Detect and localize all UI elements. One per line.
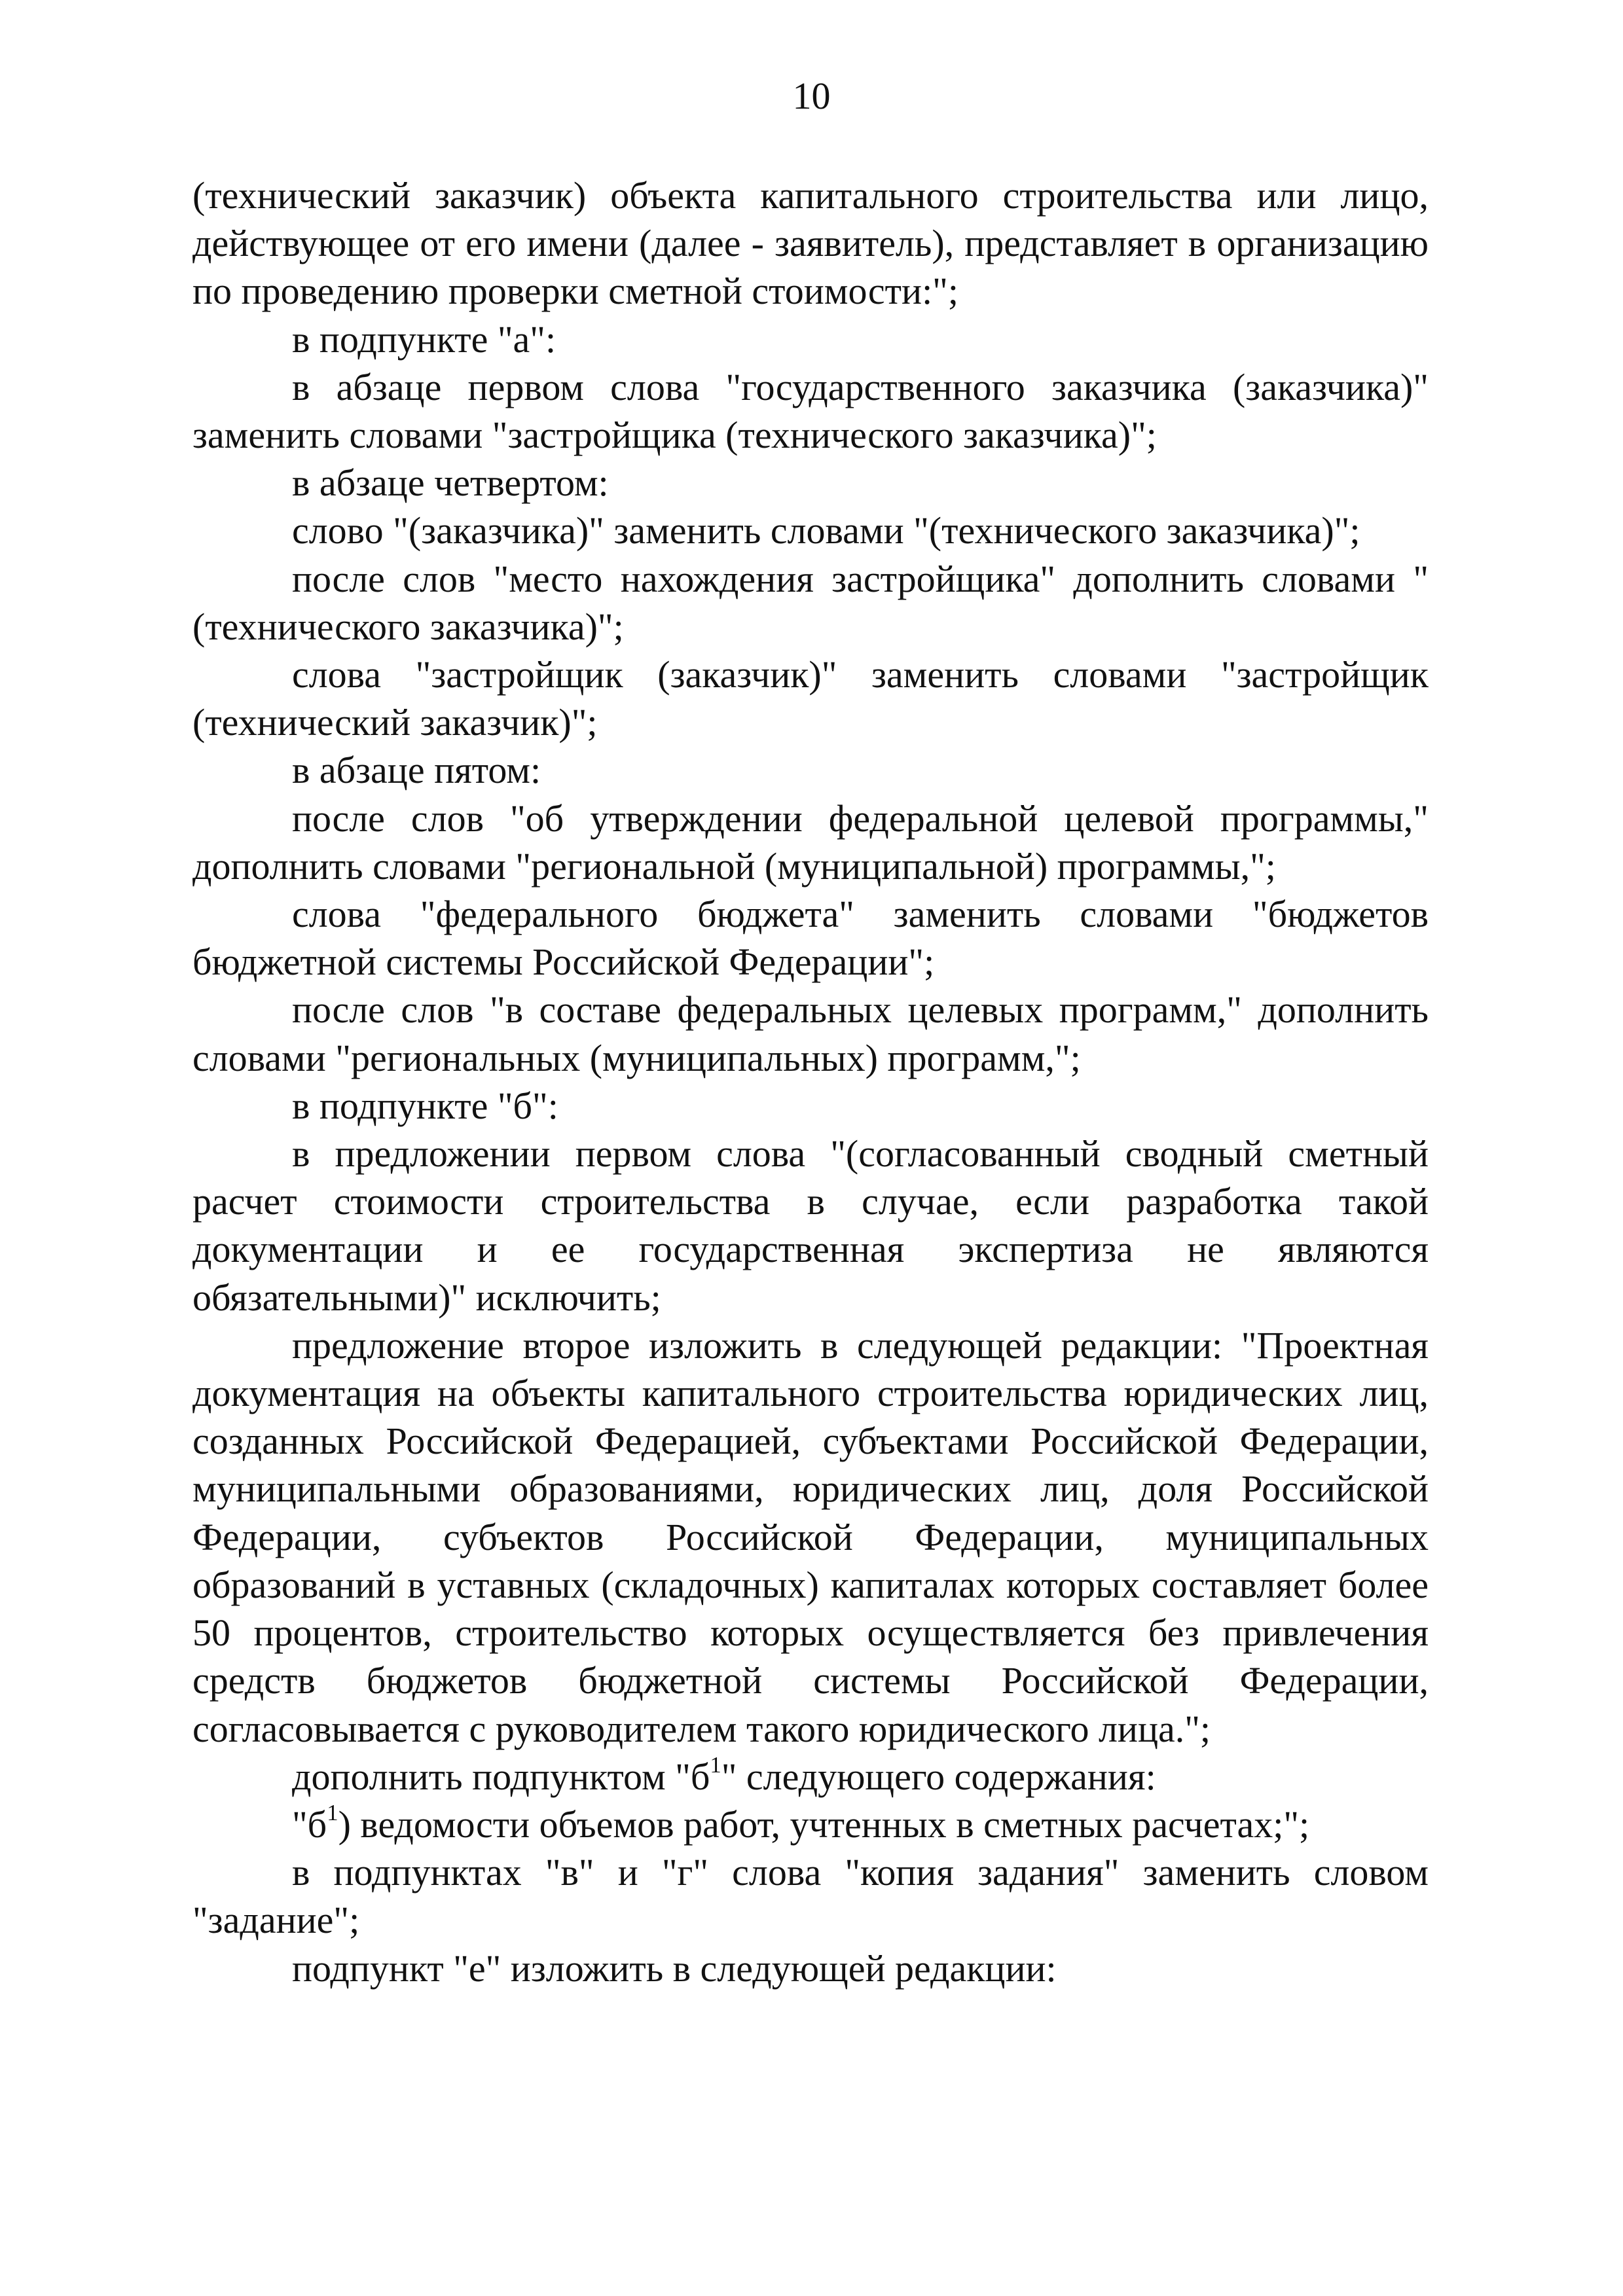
paragraph: в подпункте "а":: [292, 317, 556, 361]
paragraph: в предложении первом слова "(согласованный сводный сметный расчет стоимости строительства в случае, если разработка такой документации и ее государственная экспертиза не являются обязательными)" исключить;: [192, 1132, 1429, 1319]
superscript: 1: [327, 1800, 338, 1826]
paragraph: в абзаце четвертом:: [292, 461, 609, 505]
paragraph: (технический заказчик) объекта капитального строительства или лицо, действующее от его имени (далее - заявитель), представляет в организацию по проведению проверки сметной стоимости:";: [192, 174, 1429, 313]
paragraph: слова "федерального бюджета" заменить словами "бюджетов бюджетной системы Российской Федерации";: [192, 893, 1429, 984]
paragraph: в абзаце первом слова "государственного заказчика (заказчика)" заменить словами "застройщика (технического заказчика)";: [192, 365, 1429, 457]
page-number: 10: [792, 75, 831, 117]
paragraph-text: "б: [292, 1803, 327, 1846]
paragraph: в подпункте "б":: [292, 1084, 558, 1127]
paragraph-text: " следующего содержания:: [721, 1755, 1156, 1798]
paragraph-text: ) ведомости объемов работ, учтенных в сметных расчетах;";: [338, 1803, 1310, 1846]
paragraph: после слов "об утверждении федеральной целевой программы," дополнить словами "региональной (муниципальной) программы,";: [192, 797, 1429, 888]
paragraph: после слов "место нахождения застройщика" дополнить словами "(технического заказчика)";: [192, 557, 1429, 648]
paragraph-text: дополнить подпунктом "б: [292, 1755, 710, 1798]
document-body: [192, 171, 1429, 1992]
paragraph: предложение второе изложить в следующей редакции: "Проектная документация на объекты капитального строительства юридических лиц, созданных Российской Федерацией, субъектами Российской Федерации, муниципальными образованиями, юридических лиц, доля Российской Федерации, субъектов Российской Федерации, муниципальных образований в уставных (складочных) капиталах которых составляет более 50 процентов, строительство которых осуществляется без привлечения средств бюджетов бюджетной системы Российской Федерации, согласовывается с руководителем такого юридического лица.";: [192, 1323, 1429, 1750]
paragraph: в абзаце пятом:: [292, 749, 541, 792]
paragraph: подпункт "е" изложить в следующей редакции:: [292, 1946, 1057, 1990]
paragraph: слова "застройщик (заказчик)" заменить словами "застройщик (технический заказчик)";: [192, 653, 1429, 744]
paragraph: после слов "в составе федеральных целевых программ," дополнить словами "региональных (муниципальных) программ,";: [192, 988, 1429, 1079]
paragraph: [192, 1753, 1429, 1801]
superscript: 1: [710, 1752, 721, 1778]
paragraph: в подпунктах "в" и "г" слова "копия задания" заменить словом "задание";: [192, 1851, 1429, 1942]
paragraph: слово "(заказчика)" заменить словами "(технического заказчика)";: [292, 509, 1360, 552]
paragraph: [192, 1801, 1429, 1848]
